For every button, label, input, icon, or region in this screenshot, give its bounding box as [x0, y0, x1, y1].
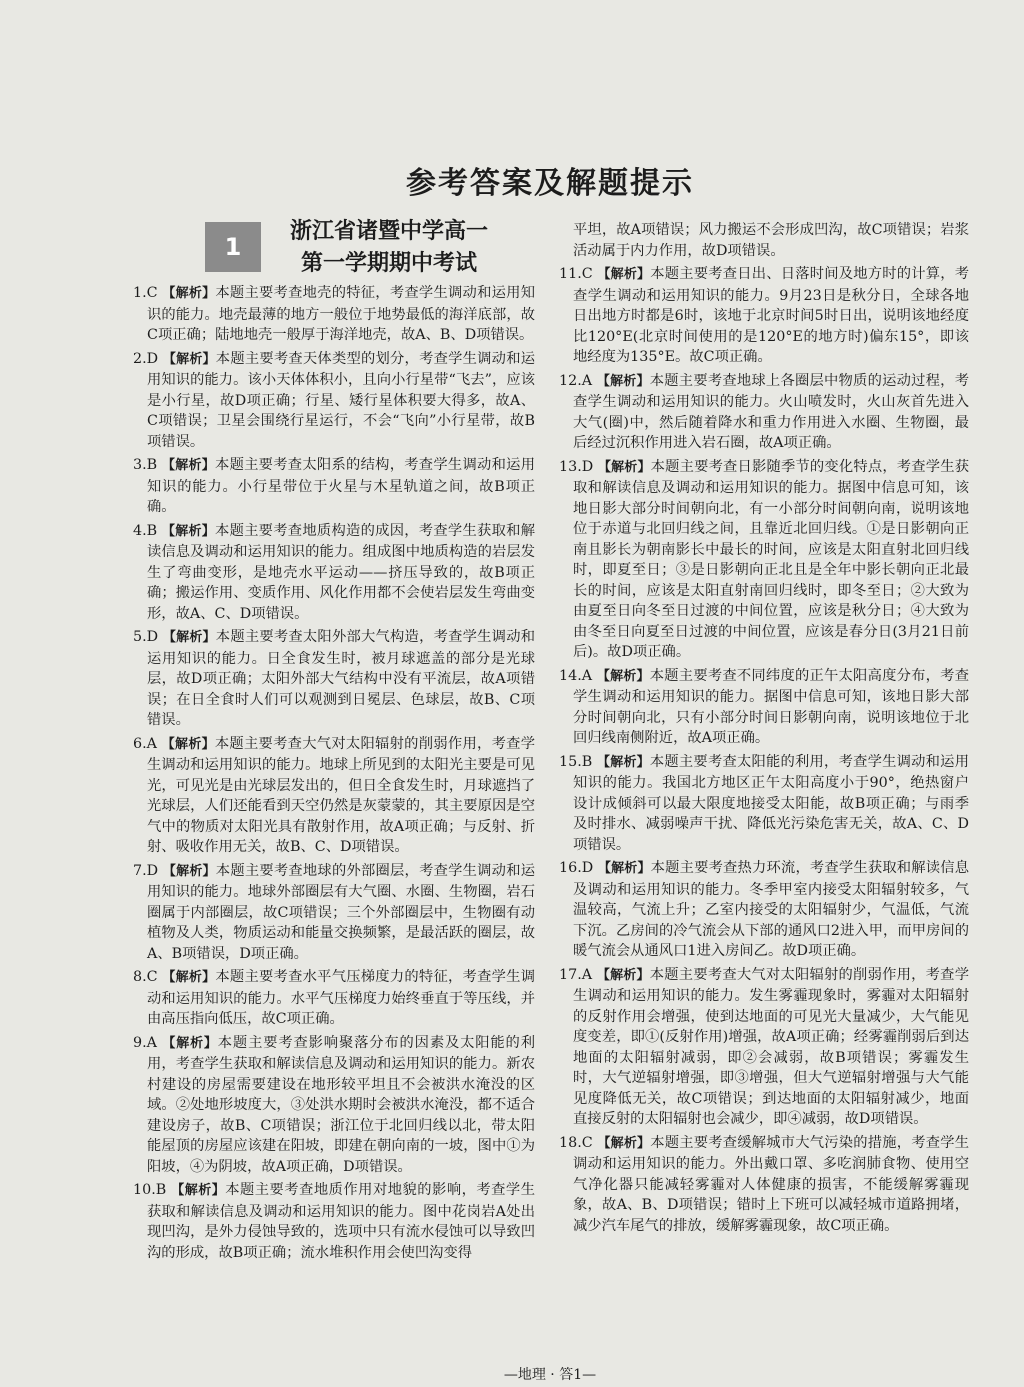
analysis-tag: 【解析】	[162, 1035, 218, 1051]
analysis-tag: 【解析】	[171, 1183, 226, 1198]
answer-item	[133, 734, 535, 858]
answer-item	[559, 264, 969, 368]
analysis-tag: 【解析】	[162, 970, 216, 985]
answer-number: 10.B	[133, 1182, 167, 1198]
analysis-tag: 【解析】	[162, 630, 216, 645]
answer-explanation: 本题主要考查热力环流，考查学生获取和解读信息及调动和运用知识的能力。冬季甲室内接受太阳辐射较多，气温较高，气流上升；乙室内接受的太阳辐射少，气温低，气流下沉。乙房间的冷气流会从下部的通风口2进入甲，而甲房间的暖气流会从通风口1进入房间乙。故D项正确。	[573, 860, 969, 959]
answer-explanation: 本题主要考查地壳的特征，考查学生调动和运用知识的能力。地壳最薄的地方一般位于地势最低的海洋底部，故C项正确；陆地地壳一般厚于海洋地壳，故A、B、D项错误。	[147, 285, 536, 343]
answer-item	[559, 858, 969, 962]
section-header	[205, 216, 505, 280]
analysis-tag: 【解析】	[597, 754, 650, 770]
page-footer: —地理 · 答1—	[503, 1367, 597, 1383]
answer-explanation: 本题主要考查大气对太阳辐射的削弱作用，考查学生调动和运用知识的能力。地球上所见到的太阳光主要是可见光，可见光是由光球层发出的，但日全食发生时，月球遮挡了光球层，人们还能看到天空仍然是灰蒙蒙的，其主要原因是空气中的物质对太阳光具有散射作用，故A项正确；与反射、折射、吸收作用无关，故B、C、D项错误。	[147, 735, 535, 855]
analysis-tag: 【解析】	[597, 267, 651, 282]
analysis-tag: 【解析】	[596, 373, 650, 389]
answer-item	[559, 1133, 969, 1237]
answer-number: 11.C	[559, 266, 593, 282]
answer-item	[133, 967, 535, 1030]
analysis-tag: 【解析】	[597, 861, 651, 876]
answer-number: 4.B	[133, 522, 158, 539]
answer-number: 5.D	[133, 629, 159, 645]
analysis-tag: 【解析】	[597, 1135, 651, 1151]
analysis-tag: 【解析】	[161, 736, 215, 752]
answer-item	[559, 371, 969, 454]
answer-explanation: 本题主要考查水平气压梯度力的特征，考查学生调动和运用知识的能力。水平气压梯度力始终垂直于等压线，并由高压指向低压，故C项正确。	[147, 969, 536, 1027]
answer-item	[133, 627, 535, 731]
section-title-line2: 第一学期期中考试	[300, 251, 477, 276]
section-title	[269, 216, 509, 280]
answer-item	[133, 1033, 535, 1178]
analysis-tag: 【解析】	[161, 523, 216, 539]
answer-number: 14.A	[559, 667, 593, 684]
section-title-line1: 浙江省诸暨中学高一	[289, 219, 488, 244]
answer-number: 18.C	[559, 1134, 593, 1151]
answer-item	[133, 1180, 535, 1263]
answer-item	[133, 861, 535, 965]
answer-column-left	[133, 283, 535, 1266]
analysis-tag: 【解析】	[596, 668, 650, 684]
answer-explanation: 本题主要考查太阳能的利用，考查学生调动和运用知识的能力。我国北方地区正午太阳高度小于90°，绝热窗户设计成倾斜可以最大限度地接受太阳能，故B项正确；与雨季及时排水、减弱噪声干扰、降低光污染危害无关，故A、C、D项错误。	[573, 753, 969, 853]
analysis-tag: 【解析】	[162, 351, 216, 367]
analysis-tag: 【解析】	[162, 286, 216, 301]
analysis-tag: 【解析】	[597, 459, 651, 475]
answer-number: 2.D	[133, 350, 159, 367]
answer-explanation: 本题主要考查日影随季节的变化特点，考查学生获取和解读信息及调动和运用知识的能力。据图中信息可知，该地日影大部分时间朝向北，有一小部分时间朝向南，说明该地位于赤道与北回归线之间，且靠近北回归线。①是日影朝向正南且影长为朝南影长中最长的时间，应该是太阳直射北回归线时，即夏至日；③是日影朝向正北且是全年中影长朝向正北最长的时间，应该是太阳直射南回归线时，即冬至日；②大致为由夏至日向冬至日过渡的中间位置，应该是秋分日；④大致为由冬至日向夏至日过渡的中间位置，应该是春分日(3月21日前后)。故D项正确。	[573, 458, 969, 660]
answer-explanation: 本题主要考查天体类型的划分，考查学生调动和运用知识的能力。该小天体体积小，且向小行星带“飞去”，应该是小行星，故D项正确；行星、矮行星体积要大得多，故A、C项错误；卫星会围绕行星运行，不会“飞向”小行星带，故B项错误。	[147, 350, 536, 450]
answer-item	[559, 752, 969, 856]
answer-explanation: 本题主要考查太阳系的结构，考查学生调动和运用知识的能力。小行星带位于火星与木星轨道之间，故B项正确。	[147, 457, 535, 515]
answer-number: 9.A	[133, 1034, 157, 1051]
answer-item	[133, 521, 535, 625]
answer-number: 12.A	[559, 372, 593, 389]
answer-number: 1.C	[133, 285, 158, 301]
page-title: 参考答案及解题提示	[406, 166, 694, 201]
answer-number: 8.C	[133, 969, 158, 985]
answer-explanation: 本题主要考查缓解城市大气污染的措施，考查学生调动和运用知识的能力。外出戴口罩、多吃润肺食物、使用空气净化器只能减轻雾霾对人体健康的损害，不能缓解雾霾现象，故A、B、D项错误；错时上下班可以减轻城市道路拥堵，减少汽车尾气的排放，缓解雾霾现象，故C项正确。	[573, 1134, 969, 1234]
answer-number: 17.A	[559, 966, 593, 983]
answer-item	[133, 455, 535, 518]
answer-number: 16.D	[559, 860, 594, 876]
answer-explanation: 本题主要考查影响聚落分布的因素及太阳能的利用，考查学生获取和解读信息及调动和运用知识的能力。新农村建设的房屋需要建设在地形较平坦且不会被洪水淹没的区域。②处地形坡度大，③处洪水期时会被洪水淹没，都不适合建设房子，故B、C项错误；浙江位于北回归线以北，带太阳能屋顶的房屋应该建在阳坡，即建在朝向南的一坡，图中①为阳坡，④为阴坡，故A项正确，D项错误。	[147, 1034, 536, 1175]
answer-item	[133, 349, 535, 453]
answer-explanation: 本题主要考查太阳外部大气构造，考查学生调动和运用知识的能力。日全食发生时，被月球遮盖的部分是光球层，故D项正确；太阳外部大气结构中没有平流层，故A项错误；在日全食时人们可以观测到日冕层、色球层，故B、C项错误。	[147, 629, 536, 728]
answer-explanation: 本题主要考查地质构造的成因，考查学生获取和解读信息及调动和运用知识的能力。组成图中地质构造的岩层发生了弯曲变形，是地壳水平运动——挤压导致的，故B项正确；搬运作用、变质作用、风化作用都不会使岩层发生弯曲变形，故A、C、D项错误。	[147, 522, 535, 622]
answer-explanation: 本题主要考查地质作用对地貌的影响，考查学生获取和解读信息及调动和运用知识的能力。图中花岗岩A处出现凹沟，是外力侵蚀导致的，选项中只有流水侵蚀可以导致凹沟的形成，故B项正确；流水堆积作用会使凹沟变得	[147, 1182, 535, 1261]
analysis-tag: 【解析】	[596, 967, 650, 983]
answer-item	[559, 457, 969, 663]
section-number-badge: 1	[205, 222, 261, 272]
answer-continuation: 平坦，故A项错误；风力搬运不会形成凹沟，故C项错误；岩浆活动属于内力作用，故D项错误。	[573, 222, 969, 259]
answer-explanation: 本题主要考查地球上各圈层中物质的运动过程，考查学生调动和运用知识的能力。火山喷发时，火山灰首先进入大气(圈)中，然后随着降水和重力作用进入水圈、生物圈，最后经过沉积作用进入岩石圈，故A项正确。	[573, 372, 969, 451]
answer-explanation: 本题主要考查大气对太阳辐射的削弱作用，考查学生调动和运用知识的能力。发生雾霾现象时，雾霾对太阳辐射的反射作用会增强，使到达地面的可见光大量减少，大气能见度变差，即①(反射作用)增强，故A项正确；经雾霾削弱后到达地面的太阳辐射减弱，即②会减弱，故B项错误；雾霾发生时，大气逆辐射增强，即③增强，但大气逆辐射增强与大气能见度降低无关，故C项错误；到达地面的太阳辐射减少，地面直接反射的太阳辐射也会减少，即④减弱，故D项错误。	[573, 966, 969, 1127]
answer-column-right	[559, 220, 969, 1239]
analysis-tag: 【解析】	[161, 458, 216, 473]
answer-explanation: 本题主要考查地球的外部圈层，考查学生调动和运用知识的能力。地球外部圈层有大气圈、水圈、生物圈，岩石圈属于内部圈层，故C项错误；三个外部圈层中，生物圈有动植物及人类，物质运动和能量交换频繁，是最活跃的圈层，故A、B项错误，D项正确。	[147, 862, 536, 962]
answer-number: 3.B	[133, 457, 158, 473]
answer-explanation: 本题主要考查日出、日落时间及地方时的计算，考查学生调动和运用知识的能力。9月23日是秋分日，全球各地日出地方时都是6时，该地于北京时间5时日出，说明该地经度比120°E(北京时间使用的是120°E的地方时)偏东15°，即该地经度为135°E。故C项正确。	[573, 266, 969, 365]
answer-explanation: 本题主要考查不同纬度的正午太阳高度分布，考查学生调动和运用知识的能力。据图中信息可知，该地日影大部分时间朝向北，只有小部分时间日影朝向南，说明该地位于北回归线南侧附近，故A项正确。	[573, 667, 969, 746]
answer-item	[559, 965, 969, 1130]
answer-item	[559, 666, 969, 749]
answer-number: 13.D	[559, 458, 594, 475]
analysis-tag: 【解析】	[162, 863, 216, 879]
answer-number: 15.B	[559, 753, 593, 770]
answer-number: 6.A	[133, 735, 157, 752]
answer-number: 7.D	[133, 862, 159, 879]
answer-item	[133, 283, 535, 346]
